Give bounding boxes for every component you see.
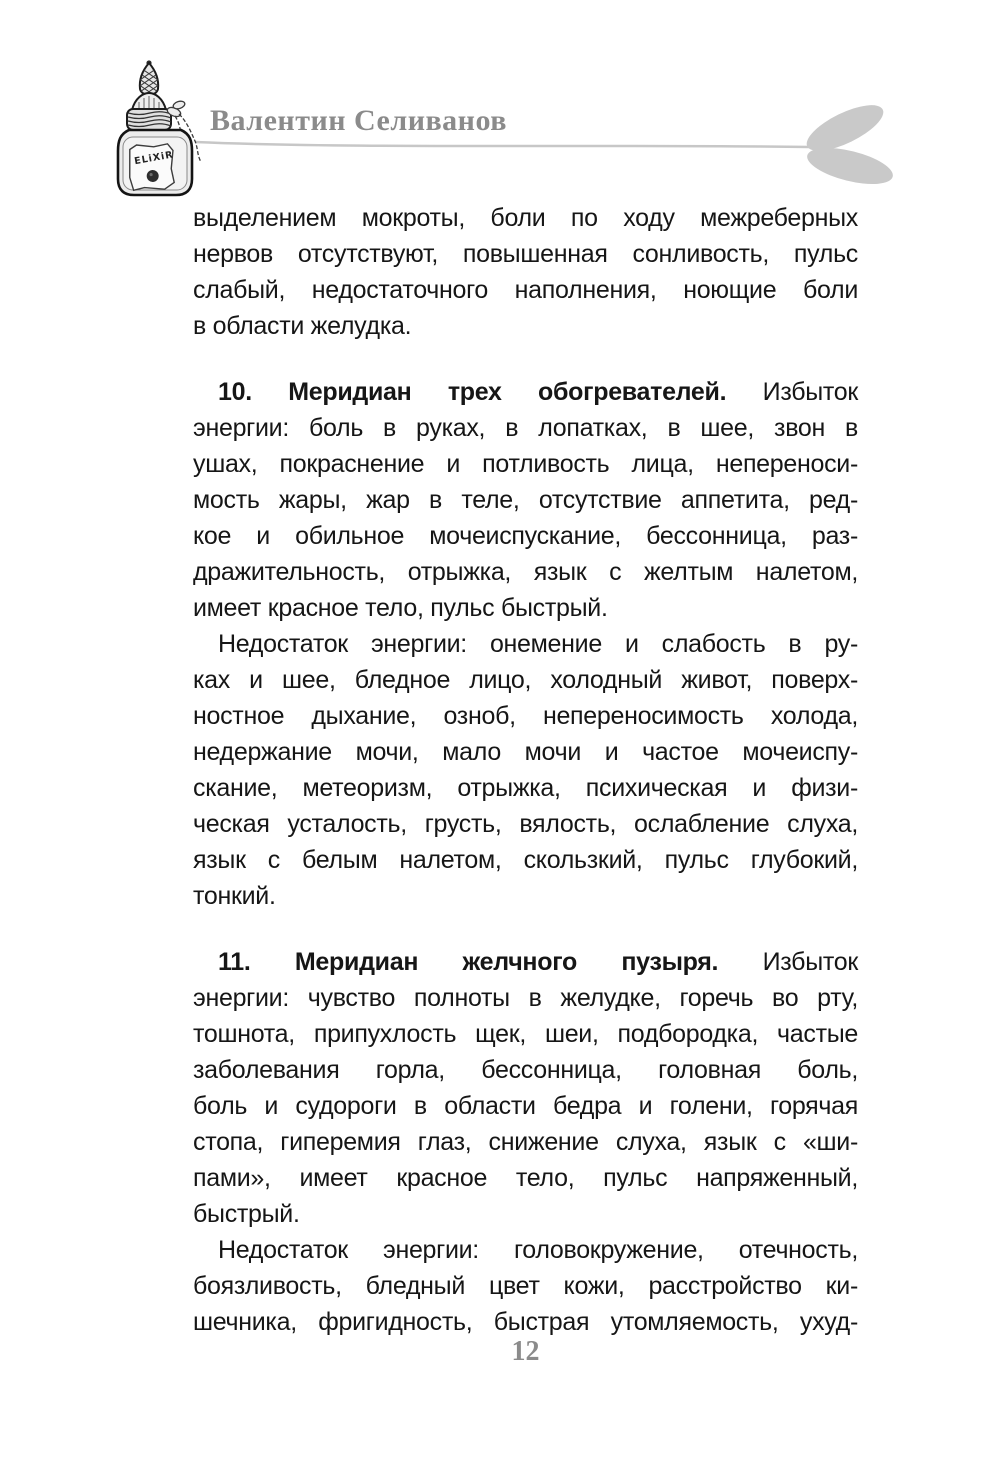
page-number: 12	[511, 1336, 540, 1367]
text-line: тонкий.	[193, 882, 276, 910]
text-line: энергии: боль в руках, в лопатках, в шее, звон в	[193, 414, 858, 442]
text-line: недержание мочи, мало мочи и частое мочеиспу-	[193, 738, 858, 766]
twine-wrap	[127, 109, 171, 130]
text-line: тошнота, припухлость щек, шеи, подбородка, частые	[193, 1020, 858, 1048]
text-line: ушах, покраснение и потливость лица, непереноси-	[193, 450, 858, 478]
text-line: в области желудка.	[193, 312, 412, 340]
paragraph	[193, 200, 858, 344]
text-line: энергии: чувство полноты в желудке, горечь во рту,	[193, 984, 858, 1012]
paragraph	[193, 626, 858, 914]
text-line: слабый, недостаточного наполнения, ноющие боли	[193, 276, 858, 304]
paragraph	[193, 1232, 858, 1340]
text-line: шечника, фригидность, быстрая утомляемость, ухуд-	[193, 1308, 858, 1336]
author-name: Валентин Селиванов	[210, 104, 507, 137]
divider-line	[195, 142, 809, 147]
text-line: дражительность, отрыжка, язык с желтым налетом,	[193, 558, 858, 586]
text-line: мость жары, жар в теле, отсутствие аппетита, ред-	[193, 486, 858, 514]
text-line: ностное дыхание, озноб, непереносимость холода,	[193, 702, 858, 730]
text-line: заболевания горла, бессонница, головная боль,	[193, 1056, 858, 1084]
text-line: стопа, гиперемия глаз, снижение слуха, язык с «ши-	[193, 1128, 858, 1156]
text-line: Недостаток энергии: онемение и слабость в ру-	[218, 630, 858, 658]
jar-label-text: ELiXiR	[133, 149, 175, 168]
text-line: 11. Меридиан желчного пузыря. Избыток	[218, 948, 858, 976]
leaf-ornament-icon	[801, 98, 897, 191]
paragraph	[193, 374, 858, 626]
text-line: 10. Меридиан трех обогревателей. Избыток	[218, 378, 859, 406]
text-line: скание, метеоризм, отрыжка, психическая и физи-	[193, 774, 858, 802]
text-line: выделением мокроты, боли по ходу межреберных	[193, 204, 858, 232]
text-line: ческая усталость, грусть, вялость, ослабление слуха,	[193, 810, 858, 838]
paragraph	[193, 944, 858, 1232]
elixir-jar-illustration	[113, 58, 213, 198]
text-line: боязливость, бледный цвет кожи, расстройство ки-	[193, 1272, 858, 1300]
text-line: Недостаток энергии: головокружение, отечность,	[218, 1236, 858, 1264]
text-line: пами», имеет красное тело, пульс напряженный,	[193, 1164, 858, 1192]
text-line: имеет красное тело, пульс быстрый.	[193, 594, 608, 622]
text-line: ках и шее, бледное лицо, холодный живот, поверх-	[193, 666, 858, 694]
body-text	[193, 200, 858, 1340]
text-line: быстрый.	[193, 1200, 300, 1228]
text-line: язык с белым налетом, скользкий, пульс глубокий,	[193, 846, 858, 874]
text-line: нервов отсутствуют, повышенная сонливость, пульс	[193, 240, 858, 268]
text-line: кое и обильное мочеиспускание, бессонница, раз-	[193, 522, 858, 550]
text-line: боль и судороги в области бедра и голени, горячая	[193, 1092, 858, 1120]
jar-label	[128, 142, 177, 191]
